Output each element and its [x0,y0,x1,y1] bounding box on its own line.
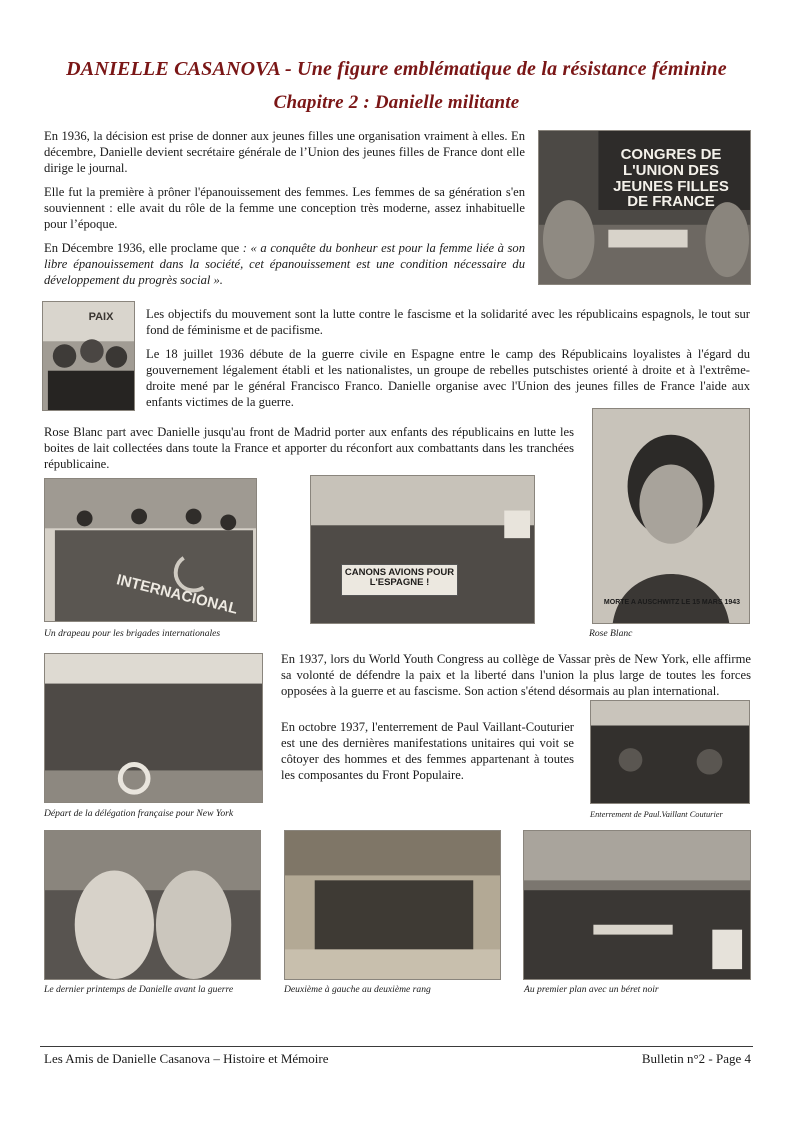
proclamation-intro: En Décembre 1936, elle proclame que [44,241,243,255]
paragraph-1936-organisation: En 1936, la décision est prise de donner aux jeunes filles une organisation vraiment à elles. En décembre, Danielle devient secrétaire générale de l’Union des jeunes filles de France dont elle dirige le journal. [44,129,525,175]
paragraph-guerre-espagne: Le 18 juillet 1936 débute de la guerre civile en Espagne entre le camp des Républicains loyalistes à l'égard du gouvernement légalement établi et les nationalistes, un groupe de rebelles putschistes orienté à droite et à l'extrême-droite mené par le général Francisco Franco. Danielle organise avec l'Union des jeunes filles de France l'aide aux enfants victimes de la guerre. [146,347,750,409]
march-banner-text: CANONS AVIONS POUR L'ESPAGNE ! [344,567,455,588]
departure-photo [44,653,263,803]
rose-blanc-plate: MORTE A AUSCHWITZ LE 15 MARS 1943 [603,599,741,606]
footer-publication: Les Amis de Danielle Casanova – Histoire et Mémoire [44,1051,329,1066]
caption-beret: Au premier plan avec un béret noir [524,984,659,995]
paragraph-world-youth-congress: En 1937, lors du World Youth Congress au collège de Vassar près de New York, elle affirme sa volonté de défendre la paix et la liberté dans l'union la plus large de toutes les forces opposées à la guerre et au fascisme. Son action s'étend désormais au plan international. [281,652,751,698]
paragraph-objectifs: Les objectifs du mouvement sont la lutte contre le fascisme et la solidarité avec les républicains espagnols, le tout sur fond de féminisme et de pacifisme. [146,307,750,337]
caption-funeral: Enterrement de Paul.Vaillant Couturier [590,810,723,819]
chapter-title: Chapitre 2 : Danielle militante [273,92,520,113]
caption-spring: Le dernier printemps de Danielle avant la guerre [44,984,234,995]
proclamation-quote: : « a conquête du bonheur est pour la femme liée à son libre épanouissement dans la société, cet épanouissement est une condition nécessaire du développement du progrès social ». [44,241,525,287]
congress-photo [538,130,751,285]
page-title: DANIELLE CASANOVA - Une figure emblématique de la résistance féminine [66,58,727,80]
caption-second-left: Deuxième à gauche au deuxième rang [284,984,431,995]
caption-rose-blanc: Rose Blanc [589,628,633,639]
caption-flag: Un drapeau pour les brigades internationales [44,628,221,639]
group-photo [284,830,501,980]
footer-page-number: Bulletin n°2 - Page 4 [641,1051,751,1066]
girls-paix-photo [42,301,135,411]
march-banner [341,564,458,596]
march-photo [310,475,535,624]
footer-divider [40,1046,753,1047]
congress-banner-text: CONGRES DE L'UNION DES JEUNES FILLES DE FRANCE [613,146,729,211]
caption-departure: Départ de la délégation française pour New York [44,808,234,819]
spring-photo [44,830,261,980]
paragraph-epanouissement: Elle fut la première à prôner l'épanouissement des femmes. Les femmes de sa génération s'en souviennent : elle avait du rôle de la femme une conception très moderne, assez inhabituelle pour l’époque. [44,185,525,231]
paix-sign: PAIX [88,311,114,323]
paragraph-rose-blanc: Rose Blanc part avec Danielle jusqu'au front de Madrid porter aux enfants des républicains en lutte les boites de lait collectées dans toute la France et apporter du réconfort aux combattants dans les tranchées républicaine. [44,425,574,471]
flag-text: INTERNACIONAL [114,571,240,618]
funeral-photo [590,700,750,804]
flag-photo [44,478,257,622]
paragraph-proclamation [44,240,525,288]
cafe-photo [523,830,751,980]
rose-blanc-portrait [592,408,750,624]
paragraph-enterrement: En octobre 1937, l'enterrement de Paul Vaillant-Couturier est une des dernières manifestations unitaires qui voit se côtoyer des hommes et des femmes appartenant à toutes les composantes du Front Populaire. [281,720,574,782]
